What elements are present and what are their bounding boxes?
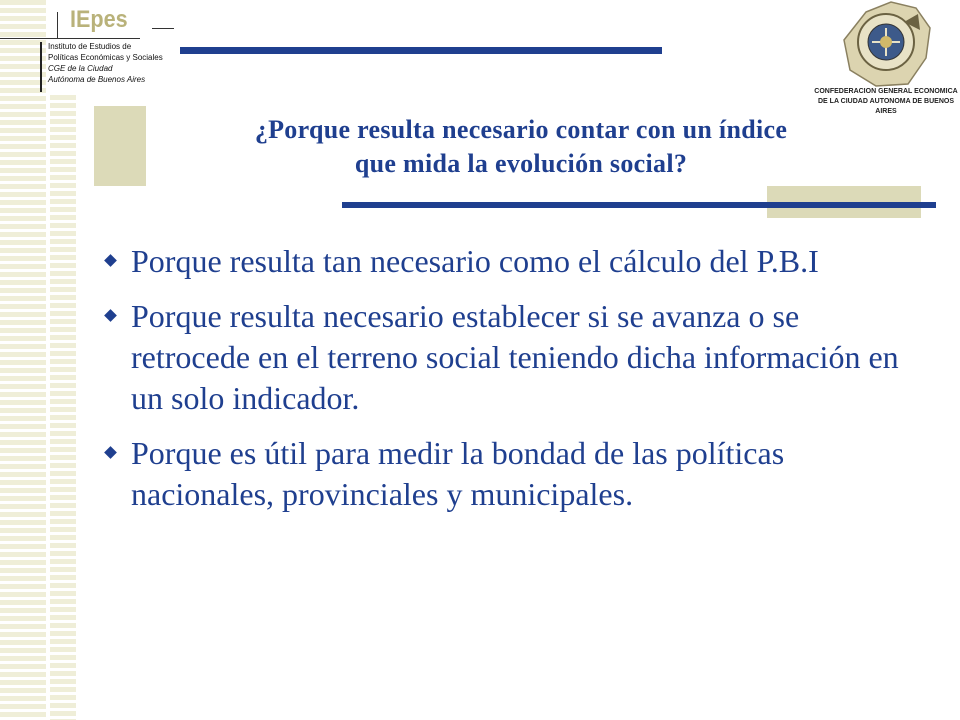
logo-rule: [57, 12, 58, 38]
iepes-logo-line: Instituto de Estudios de: [48, 42, 132, 51]
bullet-item: [104, 296, 904, 419]
iepes-logo-line: CGE de la Ciudad: [48, 64, 113, 73]
decorative-stripes: [0, 0, 46, 720]
diamond-bullet-icon: [104, 446, 117, 459]
cge-caption-line: DE LA CIUDAD AUTONOMA DE BUENOS AIRES: [818, 98, 954, 115]
diamond-bullet-icon: [104, 254, 117, 267]
cge-caption-line: CONFEDERACION GENERAL ECONOMICA: [814, 88, 958, 95]
diamond-bullet-icon: [104, 309, 117, 322]
bullet-text: Porque resulta necesario establecer si se avanza o se retrocede en el terreno social teniendo dicha información en un solo indicador.: [131, 298, 899, 416]
bullet-text: Porque resulta tan necesario como el cálculo del P.B.I: [131, 243, 819, 279]
iepes-logo-title: IEpes: [70, 6, 128, 33]
slide-title: [148, 113, 894, 181]
logo-rule: [152, 28, 174, 29]
bullet-list: [104, 241, 904, 529]
logo-rule: [0, 38, 140, 39]
decorative-box: [94, 106, 146, 186]
slide-title-line: que mida la evolución social?: [354, 149, 688, 178]
title-underline-bar: [342, 202, 936, 208]
cge-seal-icon: [836, 0, 936, 90]
header-bar: [180, 47, 662, 54]
iepes-logo-line: Autónoma de Buenos Aires: [48, 75, 146, 84]
slide-title-line: ¿Porque resulta necesario contar con un índice: [254, 115, 788, 144]
iepes-logo-line: Políticas Económicas y Sociales: [48, 53, 163, 62]
iepes-logo: [0, 0, 175, 92]
decorative-stripes-inner: [50, 95, 76, 720]
bullet-item: [104, 241, 904, 282]
bullet-text: Porque es útil para medir la bondad de las políticas nacionales, provinciales y municipales.: [131, 435, 785, 512]
iepes-logo-caption: [40, 42, 177, 92]
bullet-item: [104, 433, 904, 515]
